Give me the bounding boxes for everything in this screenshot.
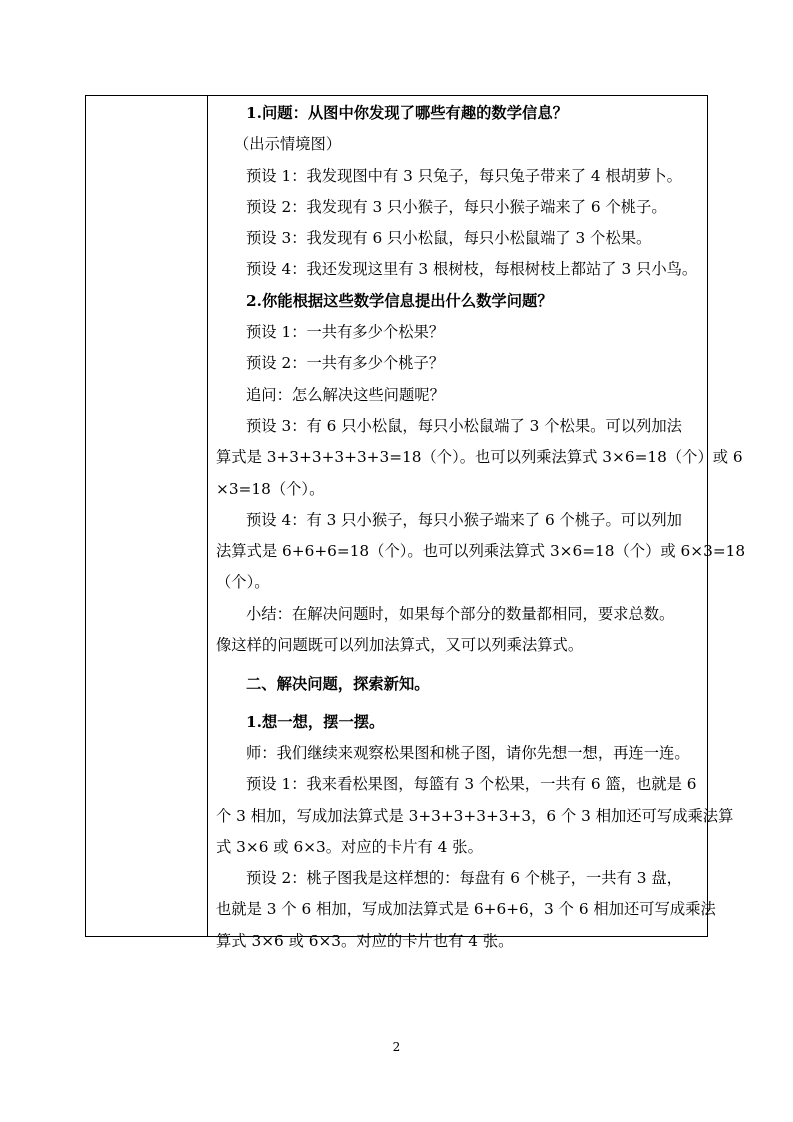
section-2-heading: 二、解决问题，探索新知。	[246, 675, 430, 694]
preset-3-solution-line-1: 预设 3：有 6 只小松鼠，每只小松鼠端了 3 个松果。可以列加法	[246, 416, 682, 435]
pinecone-preset-line-3: 式 3×6 或 6×3。对应的卡片有 4 张。	[216, 837, 483, 856]
peach-preset-line-1: 预设 2：桃子图我是这样想的：每盘有 6 个桃子，一共有 3 盘，	[246, 869, 682, 888]
summary-line-1: 小结：在解决问题时，如果每个部分的数量都相同，要求总数。	[246, 604, 675, 623]
peach-preset-line-3: 算式 3×6 或 6×3。对应的卡片也有 4 张。	[216, 931, 514, 950]
preset-q1: 预设 1：一共有多少个松果？	[246, 323, 445, 342]
preset-q2: 预设 2：一共有多少个桃子？	[246, 354, 445, 373]
preset-1: 预设 1：我发现图中有 3 只兔子，每只兔子带来了 4 根胡萝卜。	[246, 166, 682, 185]
lesson-table	[85, 95, 746, 950]
page-number: 2	[392, 1040, 401, 1054]
pinecone-preset-line-2: 个 3 相加，写成加法算式是 3+3+3+3+3+3，6 个 3 相加还可写成乘法算	[216, 806, 734, 825]
preset-3: 预设 3：我发现有 6 只小松鼠，每只小松鼠端了 3 个松果。	[246, 229, 652, 248]
table-content-column	[208, 96, 746, 950]
preset-2: 预设 2：我发现有 3 只小猴子，每只小猴子端来了 6 个桃子。	[246, 197, 667, 216]
follow-up-question: 追问：怎么解决这些问题呢？	[246, 385, 445, 404]
show-scene-note: （出示情境图）	[234, 135, 342, 154]
preset-4: 预设 4：我还发现这里有 3 根树枝，每根树枝上都站了 3 只小鸟。	[246, 260, 698, 279]
preset-3-solution-line-2: 算式是 3+3+3+3+3+3=18（个）。也可以列乘法算式 3×6=18（个）或 6	[216, 448, 743, 467]
table-left-column	[86, 96, 208, 936]
peach-preset-line-2: 也就是 3 个 6 相加，写成加法算式是 6+6+6，3 个 6 相加还可写成乘法	[216, 900, 716, 919]
preset-4-solution-line-3: （个）。	[216, 573, 270, 592]
subsection-2-1-heading: 1.想一想，摆一摆。	[246, 712, 385, 731]
preset-3-solution-line-3: ×3=18（个）。	[216, 479, 325, 498]
question-2: 2.你能根据这些数学信息提出什么数学问题？	[246, 291, 553, 310]
question-1: 1.问题：从图中你发现了哪些有趣的数学信息？	[246, 104, 568, 122]
preset-4-solution-line-1: 预设 4：有 3 只小猴子，每只小猴子端来了 6 个桃子。可以列加	[246, 510, 682, 529]
teacher-instruction: 师：我们继续来观察松果图和桃子图，请你先想一想，再连一连。	[246, 743, 690, 762]
pinecone-preset-line-1: 预设 1：我来看松果图，每篮有 3 个松果，一共有 6 篮，也就是 6	[246, 775, 697, 794]
preset-4-solution-line-2: 法算式是 6+6+6=18（个）。也可以列乘法算式 3×6=18（个）或 6×3=18	[216, 542, 746, 561]
summary-line-2: 像这样的问题既可以列加法算式，又可以列乘法算式。	[216, 636, 584, 655]
